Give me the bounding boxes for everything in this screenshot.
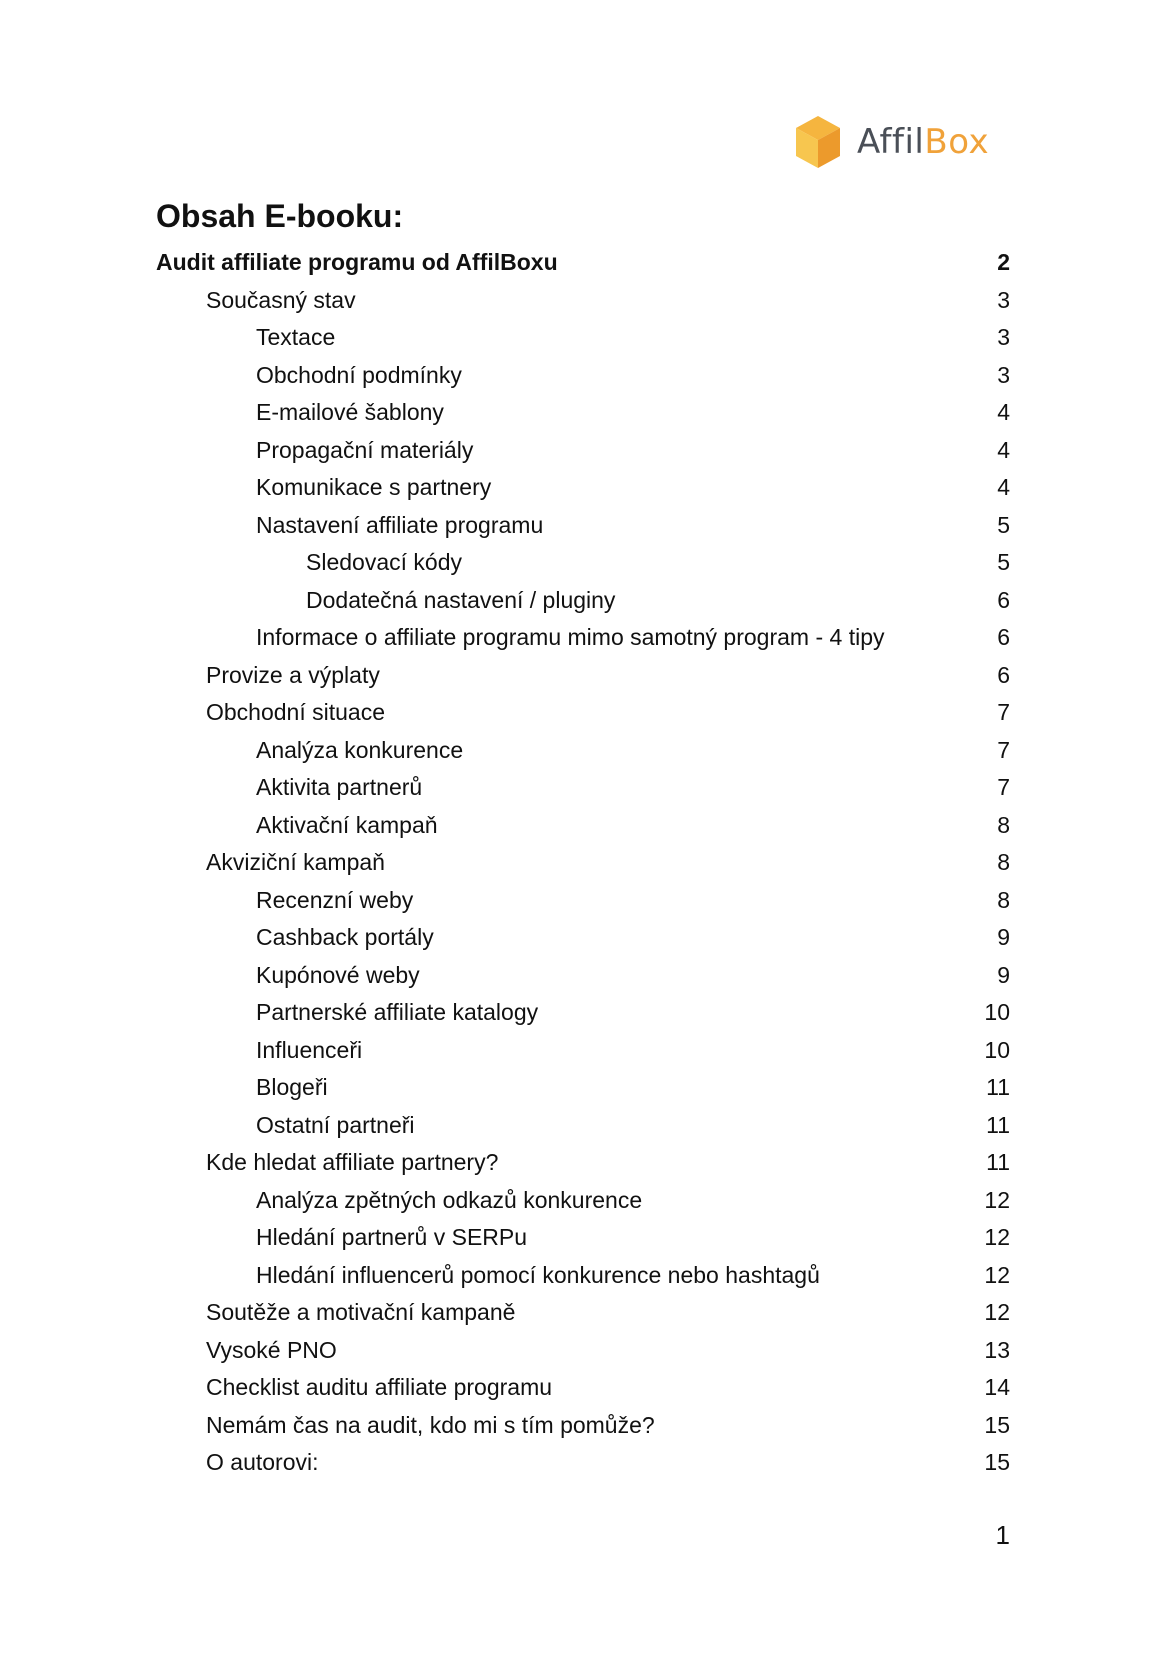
toc-entry-page: 5 bbox=[997, 549, 1010, 575]
toc-entry[interactable] bbox=[0, 1444, 1176, 1482]
toc-entry-page: 3 bbox=[997, 361, 1010, 388]
toc-entry-title: Provize a výplaty bbox=[206, 661, 380, 688]
toc-entry[interactable] bbox=[0, 1369, 1176, 1407]
toc-entry-page: 11 bbox=[986, 1111, 1010, 1138]
toc-entry[interactable] bbox=[0, 919, 1176, 957]
toc-entry[interactable] bbox=[0, 1407, 1176, 1445]
toc-entry-page: 7 bbox=[997, 736, 1010, 763]
toc-entry-title: Influenceři bbox=[256, 1036, 363, 1063]
toc-entry-title: Audit affiliate programu od AffilBoxu bbox=[156, 249, 558, 275]
logo-wordmark bbox=[857, 122, 990, 162]
toc-entry-page: 9 bbox=[997, 924, 1010, 950]
toc-entry-page: 7 bbox=[997, 699, 1010, 725]
toc-entry-title: Checklist auditu affiliate programu bbox=[206, 1374, 553, 1400]
toc-entry[interactable] bbox=[0, 1107, 1176, 1145]
toc-entry-page: 3 bbox=[997, 324, 1010, 350]
logo-text-main: Affil bbox=[857, 122, 925, 162]
toc-entry[interactable] bbox=[0, 469, 1176, 507]
toc-entry-page: 15 bbox=[984, 1449, 1010, 1475]
toc-entry-title: Aktivační kampaň bbox=[256, 811, 438, 838]
toc-entry-title: Vysoké PNO bbox=[206, 1336, 337, 1363]
toc-entry[interactable] bbox=[0, 544, 1176, 582]
toc-entry-page: 10 bbox=[984, 999, 1010, 1025]
toc-entry-page: 11 bbox=[986, 1074, 1010, 1100]
table-of-contents bbox=[0, 244, 1176, 1482]
toc-entry-page: 12 bbox=[984, 1299, 1010, 1325]
toc-entry-page: 9 bbox=[997, 961, 1010, 988]
toc-entry-page: 8 bbox=[997, 849, 1010, 875]
toc-entry-page: 3 bbox=[997, 286, 1010, 313]
toc-entry-title: Kde hledat affiliate partnery? bbox=[206, 1149, 499, 1175]
toc-entry-title: Komunikace s partnery bbox=[256, 474, 492, 500]
toc-entry-page: 12 bbox=[984, 1224, 1010, 1250]
toc-entry[interactable] bbox=[0, 1032, 1176, 1070]
toc-entry-title: Obchodní situace bbox=[206, 699, 386, 725]
toc-entry[interactable] bbox=[0, 1257, 1176, 1295]
toc-entry[interactable] bbox=[0, 882, 1176, 920]
toc-entry-title: Nastavení affiliate programu bbox=[256, 511, 544, 538]
toc-entry[interactable] bbox=[0, 1294, 1176, 1332]
toc-entry-title: Informace o affiliate programu mimo samotný program - 4 tipy bbox=[256, 624, 885, 650]
toc-entry-title: Ostatní partneři bbox=[256, 1111, 415, 1138]
toc-entry-title: Soutěže a motivační kampaně bbox=[206, 1299, 516, 1325]
toc-entry-title: Hledání influencerů pomocí konkurence nebo hashtagů bbox=[256, 1261, 820, 1288]
toc-entry-title: Sledovací kódy bbox=[306, 549, 462, 575]
toc-entry-title: Analýza zpětných odkazů konkurence bbox=[256, 1186, 643, 1213]
toc-entry-page: 5 bbox=[997, 511, 1010, 538]
toc-entry-title: E-mailové šablony bbox=[256, 399, 444, 425]
toc-entry-page: 6 bbox=[997, 661, 1010, 688]
toc-entry[interactable] bbox=[0, 507, 1176, 545]
toc-entry[interactable] bbox=[0, 319, 1176, 357]
toc-entry[interactable] bbox=[0, 694, 1176, 732]
page-number: 1 bbox=[995, 1520, 1010, 1550]
toc-entry-title: O autorovi: bbox=[206, 1449, 319, 1475]
toc-entry-title: Partnerské affiliate katalogy bbox=[256, 999, 539, 1025]
toc-entry[interactable] bbox=[0, 1144, 1176, 1182]
logo-text-accent: Box bbox=[924, 122, 990, 162]
toc-entry[interactable] bbox=[0, 1332, 1176, 1370]
toc-entry[interactable] bbox=[0, 957, 1176, 995]
toc-entry[interactable] bbox=[0, 394, 1176, 432]
toc-entry-page: 15 bbox=[984, 1411, 1010, 1438]
toc-entry[interactable] bbox=[0, 432, 1176, 470]
toc-entry-title: Blogeři bbox=[256, 1074, 328, 1100]
toc-entry[interactable] bbox=[0, 657, 1176, 695]
toc-entry-page: 11 bbox=[986, 1149, 1010, 1175]
toc-entry[interactable] bbox=[0, 619, 1176, 657]
toc-entry-page: 14 bbox=[984, 1374, 1010, 1400]
toc-entry-title: Analýza konkurence bbox=[256, 736, 464, 763]
toc-entry-page: 10 bbox=[984, 1036, 1010, 1063]
toc-entry-page: 6 bbox=[997, 624, 1010, 650]
toc-entry-page: 8 bbox=[997, 886, 1010, 913]
toc-entry-title: Nemám čas na audit, kdo mi s tím pomůže? bbox=[206, 1411, 655, 1438]
toc-entry-title: Propagační materiály bbox=[256, 436, 474, 463]
toc-entry-page: 6 bbox=[997, 586, 1010, 613]
toc-entry-page: 4 bbox=[997, 474, 1010, 500]
toc-entry-title: Cashback portály bbox=[256, 924, 434, 950]
toc-entry[interactable] bbox=[0, 732, 1176, 770]
toc-entry[interactable] bbox=[0, 807, 1176, 845]
toc-entry[interactable] bbox=[0, 844, 1176, 882]
toc-entry[interactable] bbox=[0, 582, 1176, 620]
toc-entry[interactable] bbox=[0, 357, 1176, 395]
toc-entry-page: 13 bbox=[984, 1336, 1010, 1363]
toc-entry[interactable] bbox=[0, 282, 1176, 320]
toc-entry-title: Recenzní weby bbox=[256, 886, 414, 913]
page-title: Obsah E-booku: bbox=[156, 198, 404, 234]
toc-entry-page: 12 bbox=[984, 1261, 1010, 1288]
toc-entry-title: Současný stav bbox=[206, 286, 356, 313]
toc-entry-page: 8 bbox=[997, 811, 1010, 838]
toc-entry-title: Akviziční kampaň bbox=[206, 849, 385, 875]
toc-entry[interactable] bbox=[0, 1182, 1176, 1220]
toc-entry-page: 12 bbox=[984, 1186, 1010, 1213]
toc-entry-title: Textace bbox=[256, 324, 336, 350]
toc-entry[interactable] bbox=[0, 769, 1176, 807]
cube-logo-icon bbox=[793, 114, 843, 170]
toc-entry-page: 2 bbox=[997, 249, 1010, 275]
toc-entry-title: Aktivita partnerů bbox=[256, 774, 423, 800]
toc-entry-title: Dodatečná nastavení / pluginy bbox=[306, 586, 616, 613]
toc-entry-title: Hledání partnerů v SERPu bbox=[256, 1224, 528, 1250]
toc-entry[interactable] bbox=[0, 994, 1176, 1032]
toc-entry-page: 4 bbox=[997, 436, 1010, 463]
toc-entry[interactable] bbox=[0, 1219, 1176, 1257]
toc-entry-title: Obchodní podmínky bbox=[256, 361, 462, 388]
affilbox-logo bbox=[793, 111, 989, 173]
toc-entry[interactable] bbox=[0, 1069, 1176, 1107]
toc-entry-page: 4 bbox=[997, 399, 1010, 425]
toc-entry-page: 7 bbox=[997, 774, 1010, 800]
toc-entry-title: Kupónové weby bbox=[256, 961, 420, 988]
toc-entry[interactable] bbox=[0, 244, 1176, 282]
